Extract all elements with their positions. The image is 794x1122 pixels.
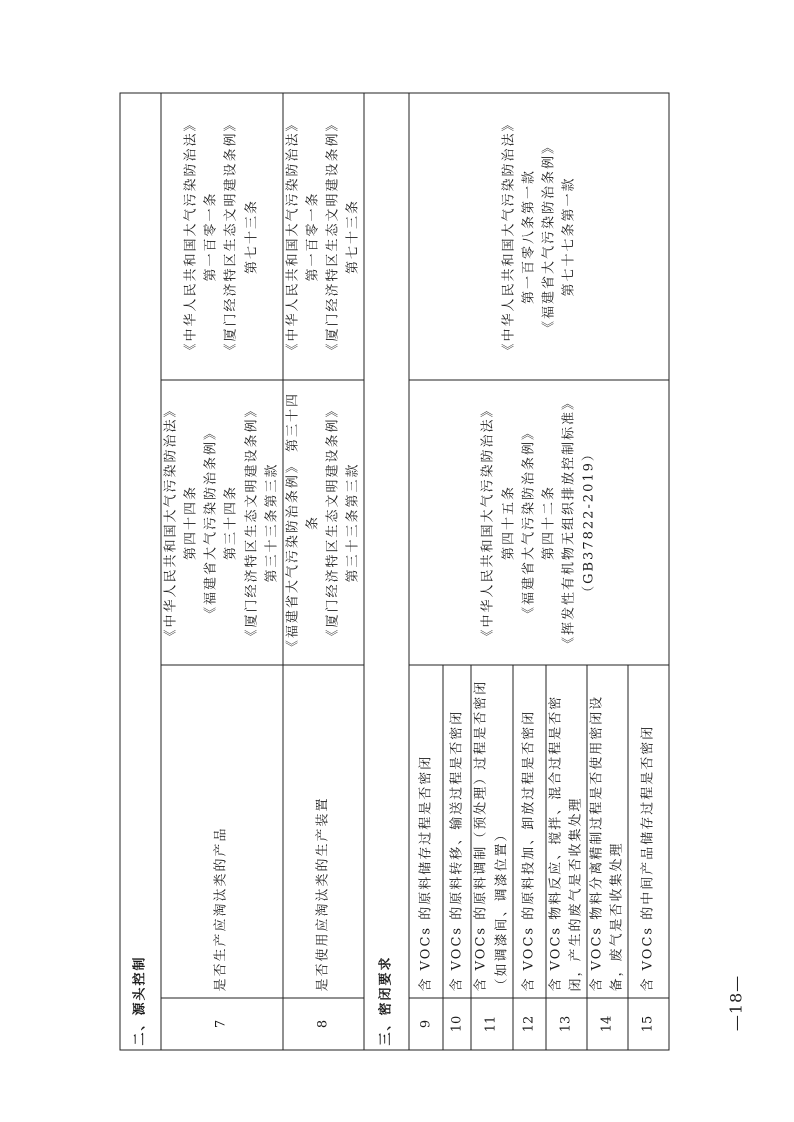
legal-basis [409,380,669,665]
row-number: 8 [282,998,364,1050]
row-number: 14 [586,998,627,1050]
check-item: 含 VOCs 的原料储存过程是否密闭 [409,665,443,998]
basis-line: 《福建省大气污染防治条例》 [540,138,556,334]
basis-line: 第七十三条 [243,198,259,274]
row-number: 12 [512,998,545,1050]
section-header-source-control [120,92,161,1049]
row-number: 11 [471,998,512,1050]
basis-line: 《中华人民共和国大气污染防治法》 [183,115,199,356]
legal-basis [161,380,283,665]
basis-line: 《厦门经济特区生态文明建设条例》 [223,115,239,356]
basis-line: 第一百零一条 [203,190,219,281]
basis-line: 《中华人民共和国大气污染防治法》 [163,402,178,643]
basis-line: 第三十三条第三款 [345,462,361,583]
check-item: 含 VOCs 物料分离精制过程是否使用密闭设备，废气是否收集处理 [586,665,627,998]
check-item: 是否使用应淘汰类的生产装置 [282,665,364,998]
basis-line: 第一百零一条 [304,190,320,281]
basis-line: 第四十五条 [500,484,516,560]
basis-line: 第七十三条 [345,198,361,274]
table-row [409,92,443,1049]
check-item: 是否生产应淘汰类的产品 [161,665,283,998]
check-item: 含 VOCs 的原料投加、卸放过程是否密闭 [512,665,545,998]
check-item: 含 VOCs 的原料转移、输送过程是否密闭 [443,665,471,998]
legal-basis [282,380,364,665]
section-title: 三、密闭要求 [364,92,409,1049]
section-header-closure-requirements [364,92,409,1049]
row-number: 9 [409,998,443,1050]
basis-line: 《福建省大气污染防治条例》 [203,424,219,620]
basis-line: 《中华人民共和国大气污染防治法》 [500,115,516,356]
penalty-basis [282,92,364,379]
row-number: 13 [545,998,586,1050]
basis-line: 第四十二条 [540,484,556,560]
penalty-basis [161,92,283,379]
basis-line: 《福建省大气污染防治条例》 第三十四条 [284,391,320,653]
check-item: 含 VOCs 的原料调制（预处理）过程是否密闭（如调漆间、调漆位置） [471,665,512,998]
row-number: 7 [161,998,283,1050]
section-title: 二、源头控制 [120,92,161,1049]
basis-line: 《福建省大气污染防治条例》 [520,424,536,620]
table-row [161,92,283,1049]
basis-line: 第四十四条 [183,484,199,560]
penalty-basis [409,92,669,379]
basis-line: 《挥发性有机物无组织排放控制标准》 [560,394,576,650]
table-row [282,92,364,1049]
inspection-table [119,92,669,1050]
basis-line: 《厦门经济特区生态文明建设条例》 [325,402,341,643]
basis-line: 第三十三条第三款 [263,462,279,583]
basis-line: 第七十七条第一款 [560,175,576,296]
basis-line: 《厦门经济特区生态文明建设条例》 [243,402,259,643]
basis-line: 《厦门经济特区生态文明建设条例》 [325,115,341,356]
check-item: 含 VOCs 的中间产品储存过程是否密闭 [628,665,669,998]
row-number: 10 [443,998,471,1050]
page-number: —18— [726,974,746,1032]
basis-line: 第三十四条 [223,484,239,560]
basis-line: 第一百零八条第一款 [520,168,536,304]
basis-line: （GB37822-2019） [581,445,597,599]
basis-line: 《中华人民共和国大气污染防治法》 [480,402,496,643]
basis-line: 《中华人民共和国大气污染防治法》 [284,115,300,356]
row-number: 15 [628,998,669,1050]
rotated-page [119,93,657,1050]
check-item: 含 VOCs 物料反应、搅拌、混合过程是否密闭，产生的废气是否收集处理 [545,665,586,998]
